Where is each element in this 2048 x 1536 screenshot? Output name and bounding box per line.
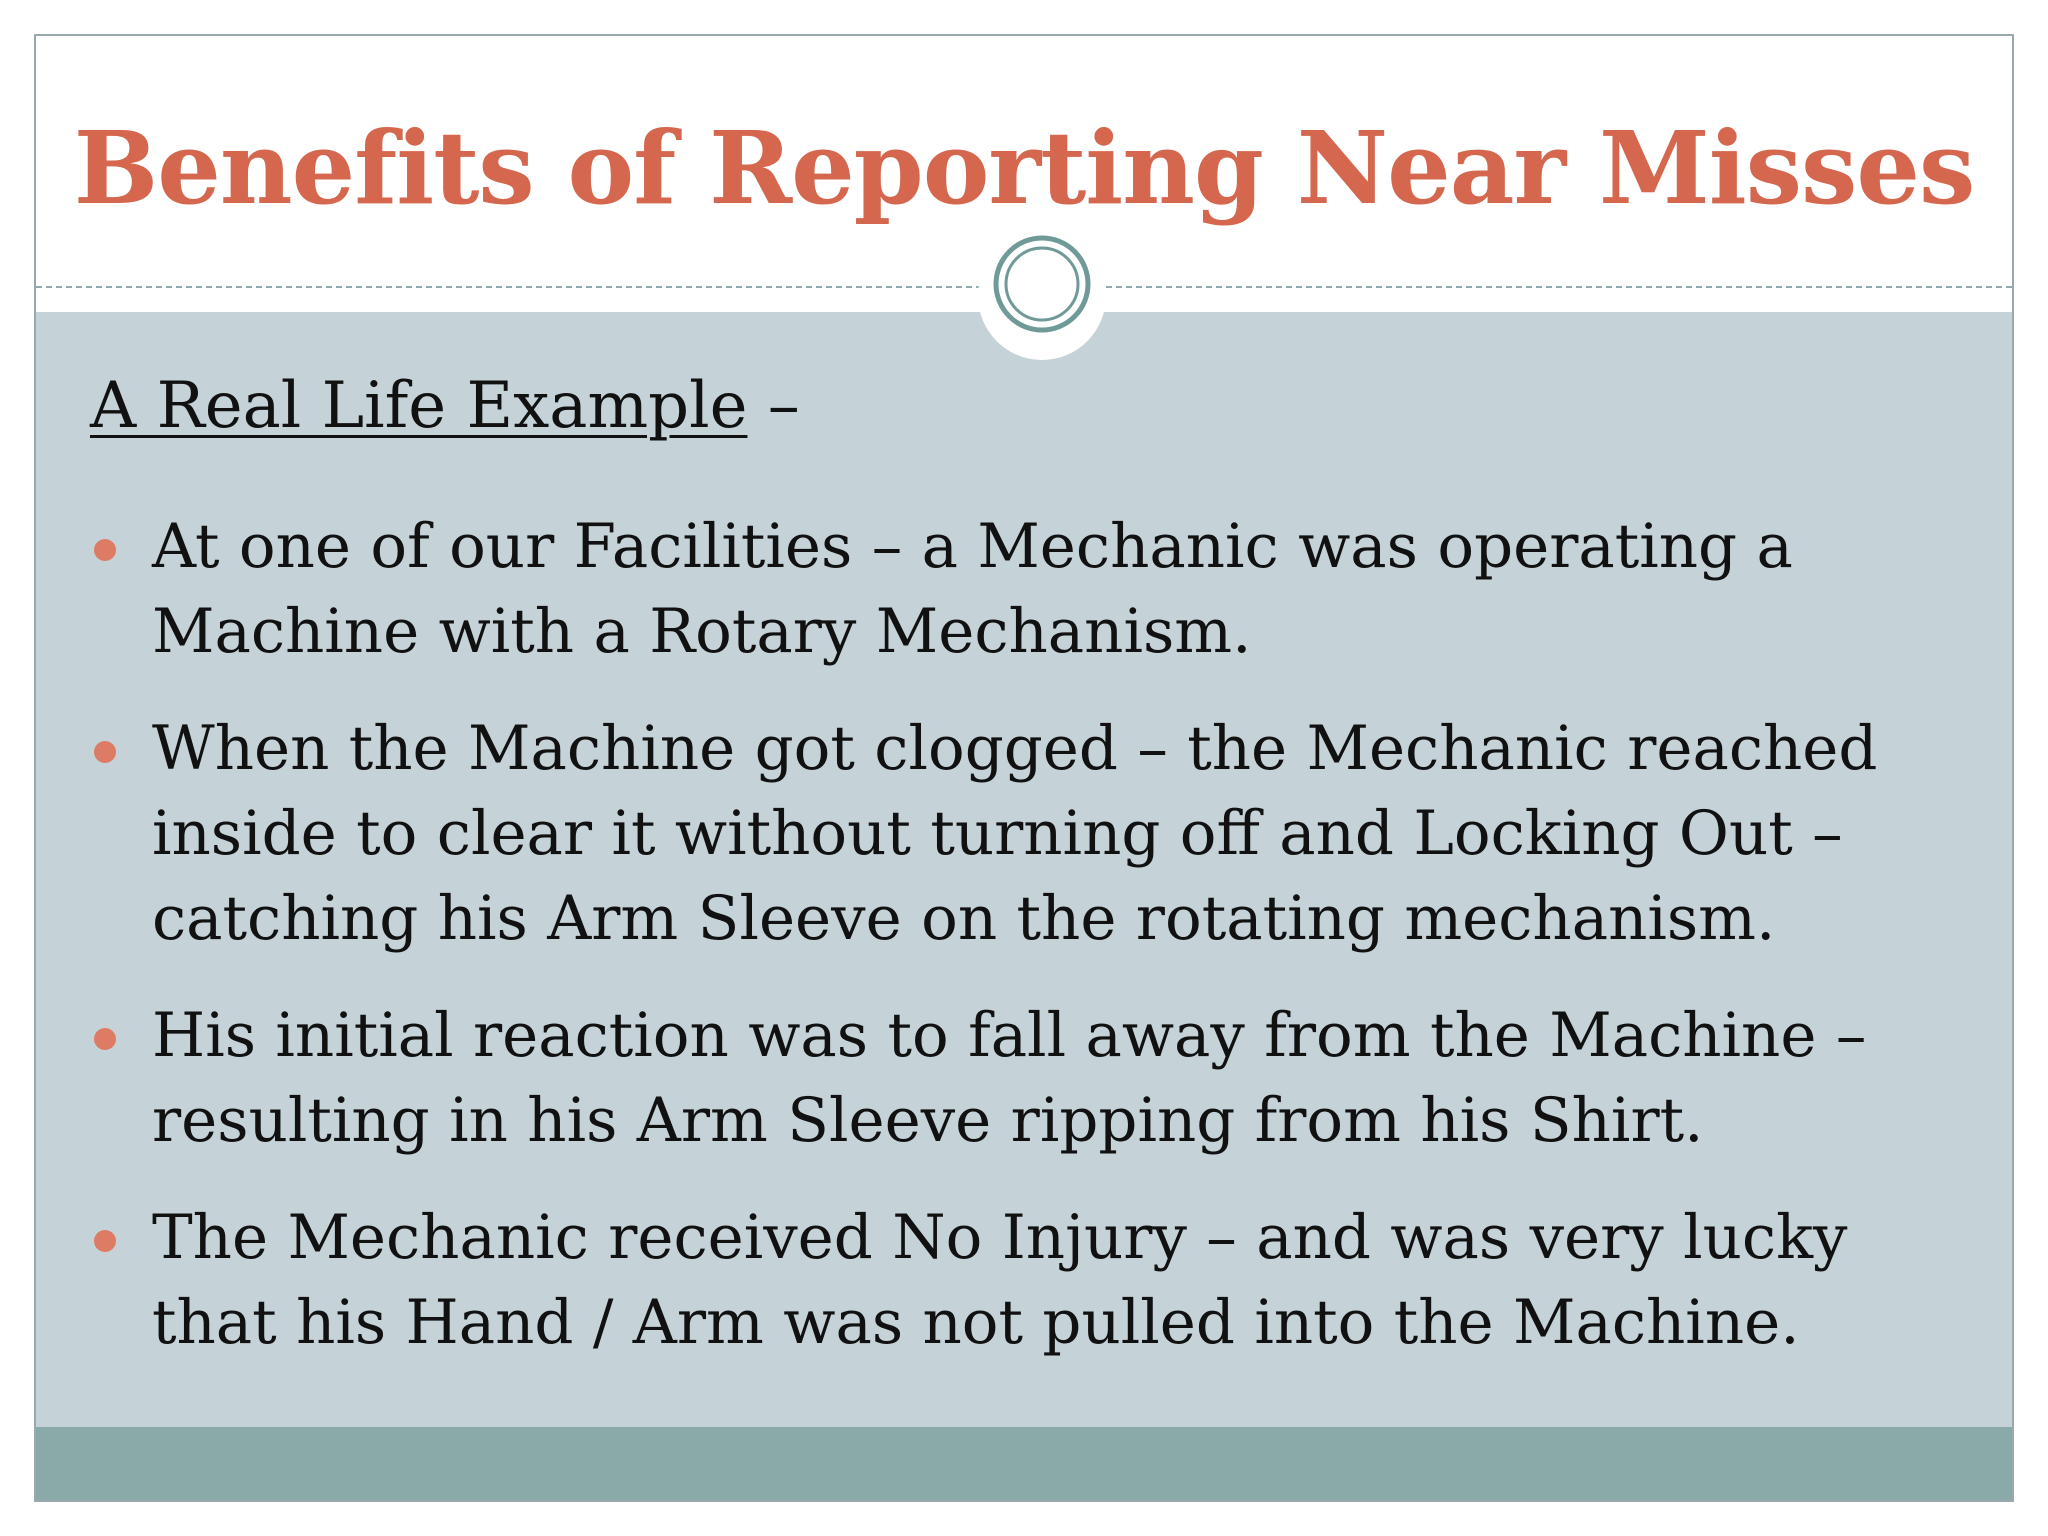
bullet-text: His initial reaction was to fall away from the Machine – resulting in his Arm Sleeve ripping from his Shirt.: [152, 1000, 1867, 1156]
bullet-dot-icon: [94, 1230, 116, 1252]
slide: [34, 34, 2014, 1502]
bullet-list: [90, 504, 1970, 1397]
bullet-text: At one of our Facilities – a Mechanic was operating a Machine with a Rotary Mechanism.: [152, 511, 1793, 667]
bullet-item: [90, 706, 1970, 961]
bullet-dot-icon: [94, 741, 116, 763]
bullet-text: The Mechanic received No Injury – and was very lucky that his Hand / Arm was not pulled into the Machine.: [152, 1202, 1848, 1358]
ring-ornament-icon: [990, 232, 1094, 336]
bullet-dot-icon: [94, 539, 116, 561]
bullet-item: [90, 993, 1970, 1163]
bullet-dot-icon: [94, 1028, 116, 1050]
bullet-text: When the Machine got clogged – the Mechanic reached inside to clear it without turning off and Locking Out – catching his Arm Sleeve on the rotating mechanism.: [152, 713, 1878, 954]
subheading-label: A Real Life Example: [90, 369, 748, 443]
slide-title: Benefits of Reporting Near Misses: [73, 109, 1975, 227]
bullet-item: [90, 1195, 1970, 1365]
subheading-suffix: –: [747, 369, 800, 443]
subheading: [90, 364, 800, 448]
footer-band: [36, 1427, 2012, 1500]
bullet-item: [90, 504, 1970, 674]
